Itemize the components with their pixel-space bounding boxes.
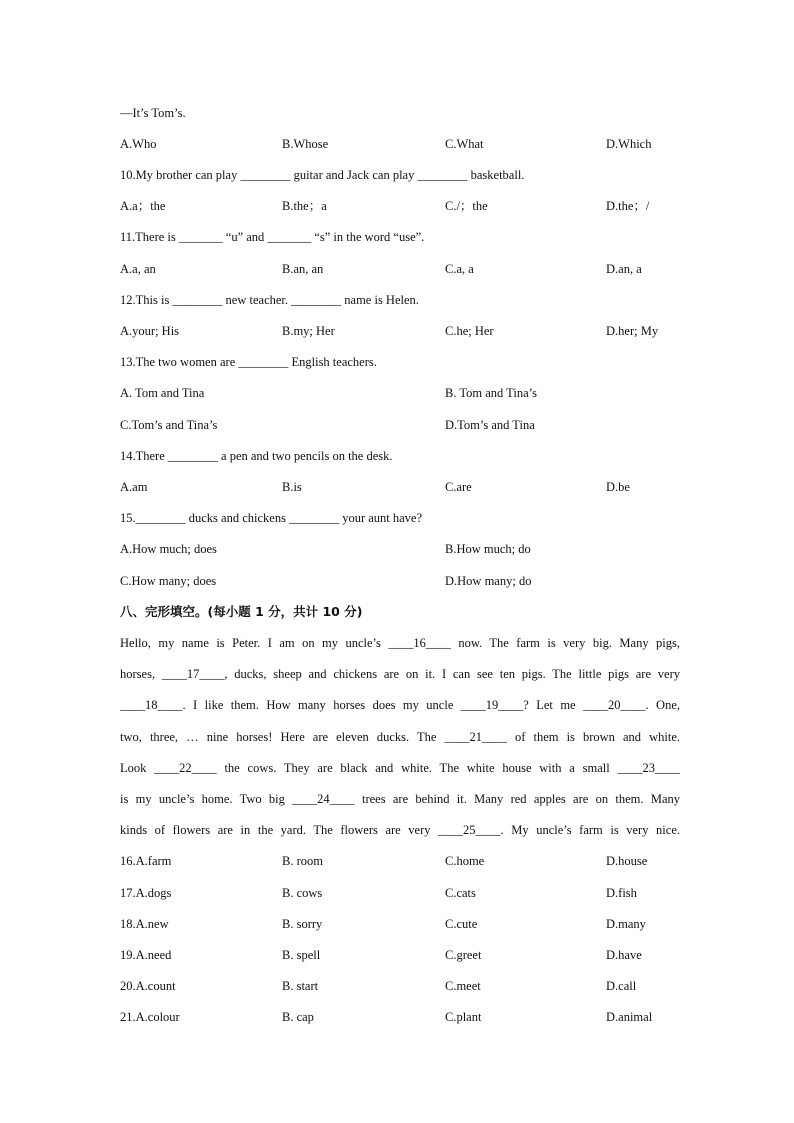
q13-option-c: C.Tom’s and Tina’s — [120, 418, 218, 432]
q14-option-d: D.be — [606, 480, 630, 494]
q9-option-b: B.Whose — [282, 137, 329, 151]
q19-option-b: B. spell — [282, 948, 321, 962]
q15-option-d: D.How many; do — [445, 574, 532, 588]
q17-option-b: B. cows — [282, 886, 323, 900]
question-11: 11.There is _______ “u” and _______ “s” in the word “use”. — [120, 230, 425, 244]
q11-option-d: D.an, a — [606, 262, 642, 276]
q17-option-c: C.cats — [445, 886, 476, 900]
q12-option-c: C.he; Her — [445, 324, 494, 338]
q11-option-c: C.a, a — [445, 262, 474, 276]
passage-line-4: two, three, … nine horses! Here are eleven ducks. The ____21____ of them is brown and white. — [120, 730, 680, 744]
q18-option-a: 18.A.new — [120, 917, 169, 931]
q17-option-a: 17.A.dogs — [120, 886, 172, 900]
q18-option-b: B. sorry — [282, 917, 323, 931]
question-12: 12.This is ________ new teacher. ________ name is Helen. — [120, 293, 419, 307]
q12-option-a: A.your; His — [120, 324, 180, 338]
q13-option-b: B. Tom and Tina’s — [445, 386, 537, 400]
q18-option-d: D.many — [606, 917, 646, 931]
q15-option-a: A.How much; does — [120, 542, 217, 556]
question-15: 15.________ ducks and chickens ________ your aunt have? — [120, 511, 423, 525]
q14-option-a: A.am — [120, 480, 148, 494]
q20-option-c: C.meet — [445, 979, 481, 993]
q14-option-c: C.are — [445, 480, 472, 494]
q20-option-a: 20.A.count — [120, 979, 176, 993]
q9-option-d: D.Which — [606, 137, 652, 151]
passage-line-1: Hello, my name is Peter. I am on my uncle’s ____16____ now. The farm is very big. Many pigs, — [120, 636, 680, 650]
q19-option-c: C.greet — [445, 948, 482, 962]
q13-option-a: A. Tom and Tina — [120, 386, 205, 400]
q11-option-a: A.a, an — [120, 262, 156, 276]
q9-option-a: A.Who — [120, 137, 157, 151]
passage-line-3: ____18____. I like them. How many horses does my uncle ____19____? Let me ____20____. One, — [120, 698, 680, 712]
q21-option-a: 21.A.colour — [120, 1010, 180, 1024]
q12-option-b: B.my; Her — [282, 324, 335, 338]
q13-option-d: D.Tom’s and Tina — [445, 418, 535, 432]
question-10: 10.My brother can play ________ guitar and Jack can play ________ basketball. — [120, 168, 525, 182]
q12-option-d: D.her; My — [606, 324, 659, 338]
q16-option-c: C.home — [445, 854, 485, 868]
q20-option-d: D.call — [606, 979, 637, 993]
q15-option-b: B.How much; do — [445, 542, 531, 556]
q21-option-c: C.plant — [445, 1010, 482, 1024]
q17-option-d: D.fish — [606, 886, 637, 900]
passage-line-2: horses, ____17____, ducks, sheep and chickens are on it. I can see ten pigs. The little pigs are very — [120, 667, 680, 681]
question-9-answer: —It’s Tom’s. — [120, 106, 186, 120]
passage-line-5: Look ____22____ the cows. They are black and white. The white house with a small ____23____ — [120, 761, 680, 775]
question-13: 13.The two women are ________ English teachers. — [120, 355, 377, 369]
q21-option-b: B. cap — [282, 1010, 314, 1024]
q18-option-c: C.cute — [445, 917, 478, 931]
q21-option-d: D.animal — [606, 1010, 653, 1024]
q9-option-c: C.What — [445, 137, 484, 151]
q20-option-b: B. start — [282, 979, 319, 993]
q16-option-d: D.house — [606, 854, 648, 868]
q11-option-b: B.an, an — [282, 262, 324, 276]
q19-option-d: D.have — [606, 948, 642, 962]
section-heading-cloze: 八、完形填空。(每小题 1 分，共计 10 分) — [120, 604, 363, 619]
q16-option-a: 16.A.farm — [120, 854, 172, 868]
question-14: 14.There ________ a pen and two pencils on the desk. — [120, 449, 393, 463]
q15-option-c: C.How many; does — [120, 574, 217, 588]
passage-line-6: is my uncle’s home. Two big ____24____ trees are behind it. Many red apples are on them. Many — [120, 792, 680, 806]
q14-option-b: B.is — [282, 480, 302, 494]
q10-option-b: B.the；a — [282, 199, 327, 213]
q19-option-a: 19.A.need — [120, 948, 172, 962]
q10-option-d: D.the；/ — [606, 199, 650, 213]
q10-option-c: C./；the — [445, 199, 488, 213]
passage-line-7: kinds of flowers are in the yard. The flowers are very ____25____. My uncle’s farm is very nice. — [120, 823, 680, 837]
q16-option-b: B. room — [282, 854, 323, 868]
q10-option-a: A.a；the — [120, 199, 166, 213]
